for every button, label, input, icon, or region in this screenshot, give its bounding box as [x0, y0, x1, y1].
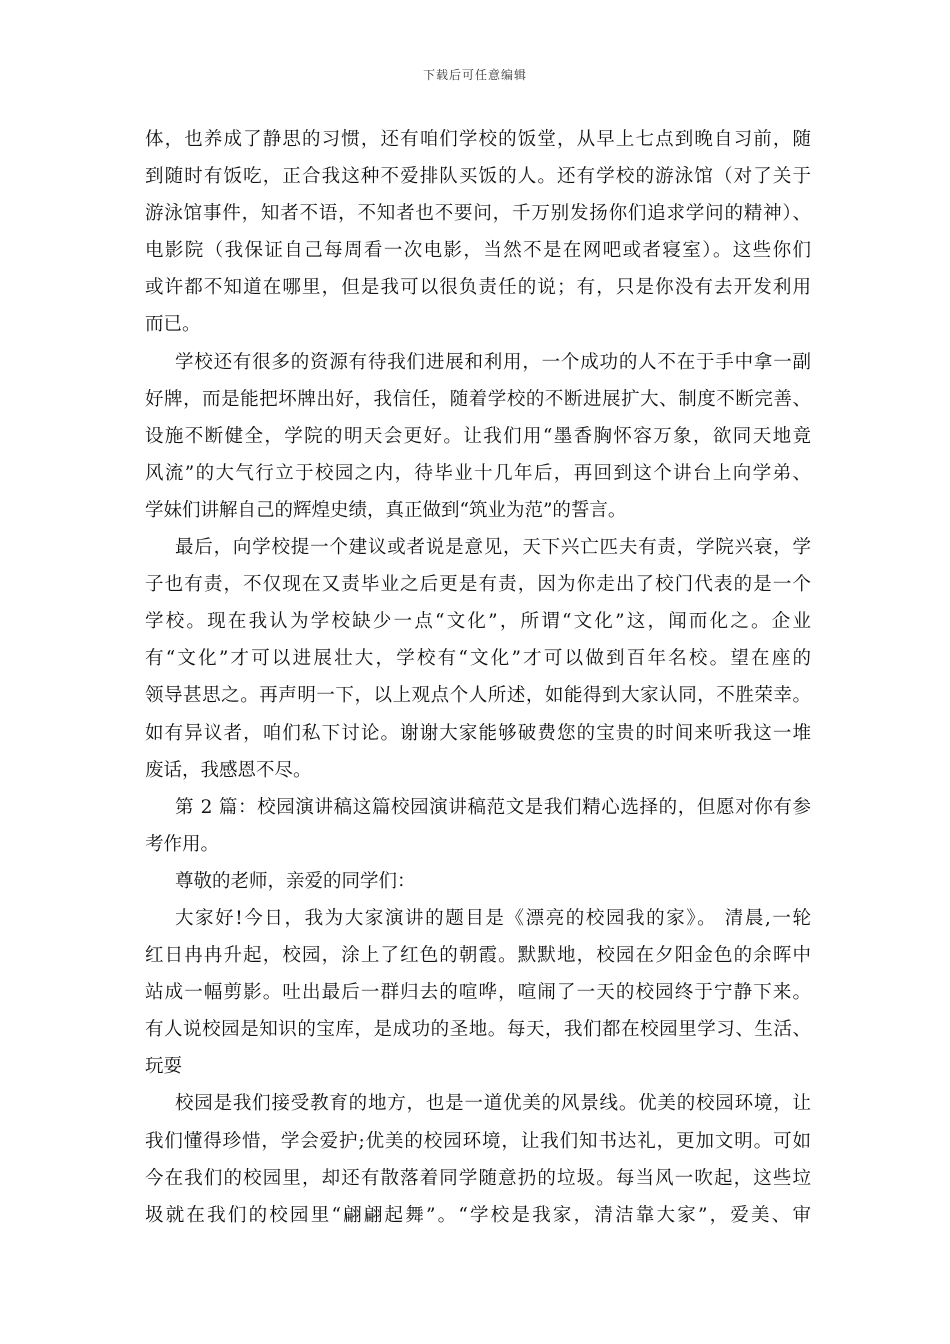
text-line: 或许都不知道在哪里，但是我可以很负责任的说；有，只是你没有去开发利用 [145, 277, 811, 299]
text-line: 站成一幅剪影。吐出最后一群归去的喧哗，喧闹了一天的校园终于宁静下来。 [145, 982, 811, 1004]
text-line: 最后，向学校提一个建议或者说是意见，天下兴亡匹夫有责，学院兴衰，学 [175, 537, 811, 559]
text-line: 子也有责，不仅现在又责毕业之后更是有责，因为你走出了校门代表的是一个 [145, 574, 811, 596]
text-line: 电影院（我保证自己每周看一次电影，当然不是在网吧或者寝室）。这些你们 [145, 240, 811, 262]
text-line: 体，也养成了静思的习惯，还有咱们学校的饭堂，从早上七点到晚自习前，随 [145, 129, 811, 150]
text-line: 今在我们的校园里，却还有散落着同学随意扔的垃圾。每当风一吹起，这些垃 [145, 1167, 811, 1189]
text-line: 我们懂得珍惜，学会爱护;优美的校园环境，让我们知书达礼，更加文明。可如 [145, 1130, 811, 1152]
page-header: 下载后可任意编辑 [422, 68, 527, 82]
text-line: 游泳馆事件，知者不语，不知者也不要问，千万别发扬你们追求学问的精神）、 [145, 203, 811, 225]
text-line: 风流”的大气行立于校园之内，待毕业十几年后，再回到这个讲台上向学弟、 [145, 462, 811, 484]
text-line: 到随时有饭吃，正合我这种不爱排队买饭的人。还有学校的游泳馆（对了关于 [145, 166, 811, 188]
text-line: 废话，我感恩不尽。 [145, 759, 312, 781]
document-body [145, 121, 811, 1234]
text-line: 玩耍 [145, 1056, 183, 1078]
text-line: 尊敬的老师，亲爱的同学们： [175, 870, 416, 892]
text-line: 考作用。 [145, 833, 220, 855]
text-line: 有“文化”才可以进展壮大，学校有“文化”才可以做到百年名校。望在座的 [145, 648, 811, 670]
text-line: 大家好!今日，我为大家演讲的题目是《漂亮的校园我的家》。 清晨,一轮 [175, 907, 811, 929]
text-line: 红日冉冉升起，校园，涂上了红色的朝霞。默默地，校园在夕阳金色的余晖中 [145, 945, 811, 967]
text-line: 学妹们讲解自己的辉煌史绩，真正做到“筑业为范”的誓言。 [145, 499, 627, 521]
text-line: 学校。现在我认为学校缺少一点“文化”，所谓“文化”这，闻而化之。企业 [145, 611, 811, 633]
text-line: 领导甚思之。再声明一下，以上观点个人所述，如能得到大家认同，不胜荣幸。 [145, 685, 811, 707]
text-line: 而已。 [145, 314, 201, 336]
text-line: 有人说校园是知识的宝库，是成功的圣地。每天，我们都在校园里学习、生活、 [145, 1019, 811, 1041]
text-line: 圾就在我们的校园里“翩翩起舞”。“学校是我家，清洁靠大家”，爱美、审 [145, 1204, 811, 1226]
text-line: 第 2 篇：校园演讲稿这篇校园演讲稿范文是我们精心选择的，但愿对你有参 [175, 796, 811, 818]
text-line: 设施不断健全，学院的明天会更好。让我们用“墨香胸怀容万象，欲同天地竟 [145, 425, 811, 447]
text-line: 好牌，而是能把坏牌出好，我信任，随着学校的不断进展扩大、制度不断完善、 [145, 388, 811, 410]
text-line: 学校还有很多的资源有待我们进展和利用，一个成功的人不在于手中拿一副 [175, 351, 811, 373]
text-line: 如有异议者，咱们私下讨论。谢谢大家能够破费您的宝贵的时间来听我这一堆 [145, 722, 811, 744]
text-line: 校园是我们接受教育的地方，也是一道优美的风景线。优美的校园环境，让 [175, 1093, 811, 1115]
